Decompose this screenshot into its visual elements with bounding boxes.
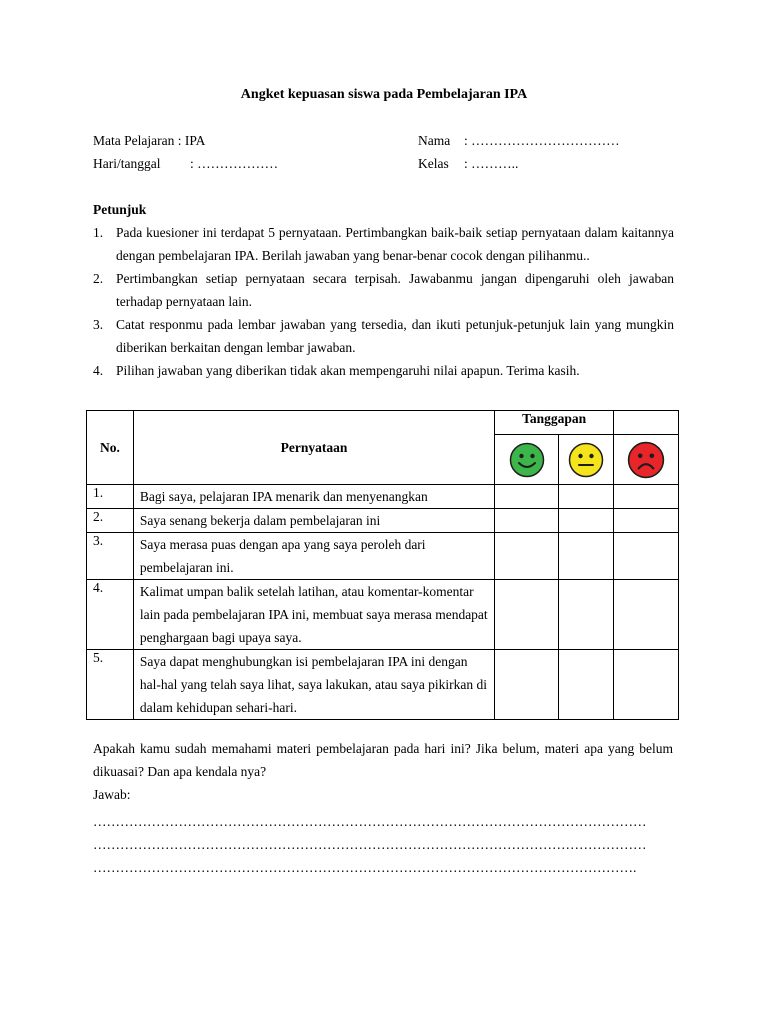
sad-face-cell xyxy=(614,435,679,485)
reflection-question: Apakah kamu sudah memahami materi pembelajaran pada hari ini? Jika belum, materi apa yang belum dikuasai? Dan apa kendala nya? xyxy=(93,741,673,779)
response-cell[interactable] xyxy=(614,485,679,509)
instruction-number: 3. xyxy=(93,317,104,332)
nama-label: Nama xyxy=(418,133,451,148)
response-cell[interactable] xyxy=(559,509,614,533)
response-cell[interactable] xyxy=(495,485,559,509)
kelas-value: : ……….. xyxy=(464,156,519,171)
instruction-number: 2. xyxy=(93,271,104,286)
table-row xyxy=(87,580,679,650)
page-title: Angket kepuasan siswa pada Pembelajaran IPA xyxy=(240,87,528,102)
petunjuk-heading: Petunjuk xyxy=(93,202,147,217)
table-row xyxy=(87,485,679,509)
instruction-text: Pertimbangkan setiap pernyataan secara terpisah. Jawabanmu jangan dipengaruhi oleh jawaban terhadap pernyataan lain. xyxy=(116,271,674,309)
col-no-header: No. xyxy=(87,411,134,485)
mata-pelajaran-field: Mata Pelajaran : IPA xyxy=(93,133,206,148)
sad-face-icon xyxy=(627,441,665,479)
row-number: 2. xyxy=(87,509,134,533)
happy-face-cell xyxy=(495,435,559,485)
instruction-item xyxy=(93,359,674,382)
row-statement: Saya merasa puas dengan apa yang saya peroleh dari pembelajaran ini. xyxy=(133,533,494,580)
hari-tanggal-label: Hari/tanggal xyxy=(93,156,161,171)
instruction-item xyxy=(93,221,674,267)
row-number: 4. xyxy=(87,580,134,650)
response-cell[interactable] xyxy=(559,650,614,720)
header-blank-cell xyxy=(614,411,679,435)
instruction-text: Pada kuesioner ini terdapat 5 pernyataan. Pertimbangkan baik-baik setiap pernyataan dalam kaitannya dengan pembelajaran IPA. Berilah jawaban yang benar-benar cocok dengan pilihanmu.. xyxy=(116,225,674,263)
table-row xyxy=(87,650,679,720)
answer-line[interactable]: …………………………………………………………………………………………………………. xyxy=(93,860,637,875)
instruction-number: 1. xyxy=(93,225,104,240)
response-cell[interactable] xyxy=(495,509,559,533)
response-cell[interactable] xyxy=(559,485,614,509)
survey-table xyxy=(86,410,679,720)
row-statement: Saya senang bekerja dalam pembelajaran ini xyxy=(133,509,494,533)
row-statement: Kalimat umpan balik setelah latihan, atau komentar-komentar lain pada pembelajaran IPA ini, membuat saya merasa mendapat penghargaan bagi upaya saya. xyxy=(133,580,494,650)
response-cell[interactable] xyxy=(559,580,614,650)
row-number: 1. xyxy=(87,485,134,509)
row-number: 3. xyxy=(87,533,134,580)
instruction-number: 4. xyxy=(93,363,104,378)
instruction-list xyxy=(93,221,674,382)
row-statement: Saya dapat menghubungkan isi pembelajaran IPA ini dengan hal-hal yang telah saya lihat, saya lakukan, atau saya pikirkan di dalam kehidupan sehari-hari. xyxy=(133,650,494,720)
response-cell[interactable] xyxy=(495,650,559,720)
hari-tanggal-value: : ……………… xyxy=(190,156,279,171)
col-pernyataan-header: Pernyataan xyxy=(133,411,494,485)
col-tanggapan-header: Tanggapan xyxy=(495,411,614,435)
response-cell[interactable] xyxy=(614,509,679,533)
answer-line[interactable]: …………………………………………………………………………………………………………… xyxy=(93,814,647,829)
response-cell[interactable] xyxy=(614,533,679,580)
instruction-item xyxy=(93,313,674,359)
nama-value: : …………………………… xyxy=(464,133,620,148)
row-number: 5. xyxy=(87,650,134,720)
instruction-text: Pilihan jawaban yang diberikan tidak akan mempengaruhi nilai apapun. Terima kasih. xyxy=(116,363,580,378)
response-cell[interactable] xyxy=(614,580,679,650)
table-row xyxy=(87,533,679,580)
instruction-item xyxy=(93,267,674,313)
response-cell[interactable] xyxy=(559,533,614,580)
neutral-face-cell xyxy=(559,435,614,485)
happy-face-icon xyxy=(509,442,545,478)
table-row xyxy=(87,509,679,533)
answer-label: Jawab: xyxy=(93,787,131,802)
kelas-label: Kelas xyxy=(418,156,449,171)
row-statement: Bagi saya, pelajaran IPA menarik dan menyenangkan xyxy=(133,485,494,509)
neutral-face-icon xyxy=(568,442,604,478)
response-cell[interactable] xyxy=(495,533,559,580)
answer-line[interactable]: …………………………………………………………………………………………………………… xyxy=(93,837,647,852)
instruction-text: Catat responmu pada lembar jawaban yang tersedia, dan ikuti petunjuk-petunjuk lain yang mungkin diberikan berkaitan dengan lembar jawaban. xyxy=(116,317,674,355)
response-cell[interactable] xyxy=(614,650,679,720)
response-cell[interactable] xyxy=(495,580,559,650)
